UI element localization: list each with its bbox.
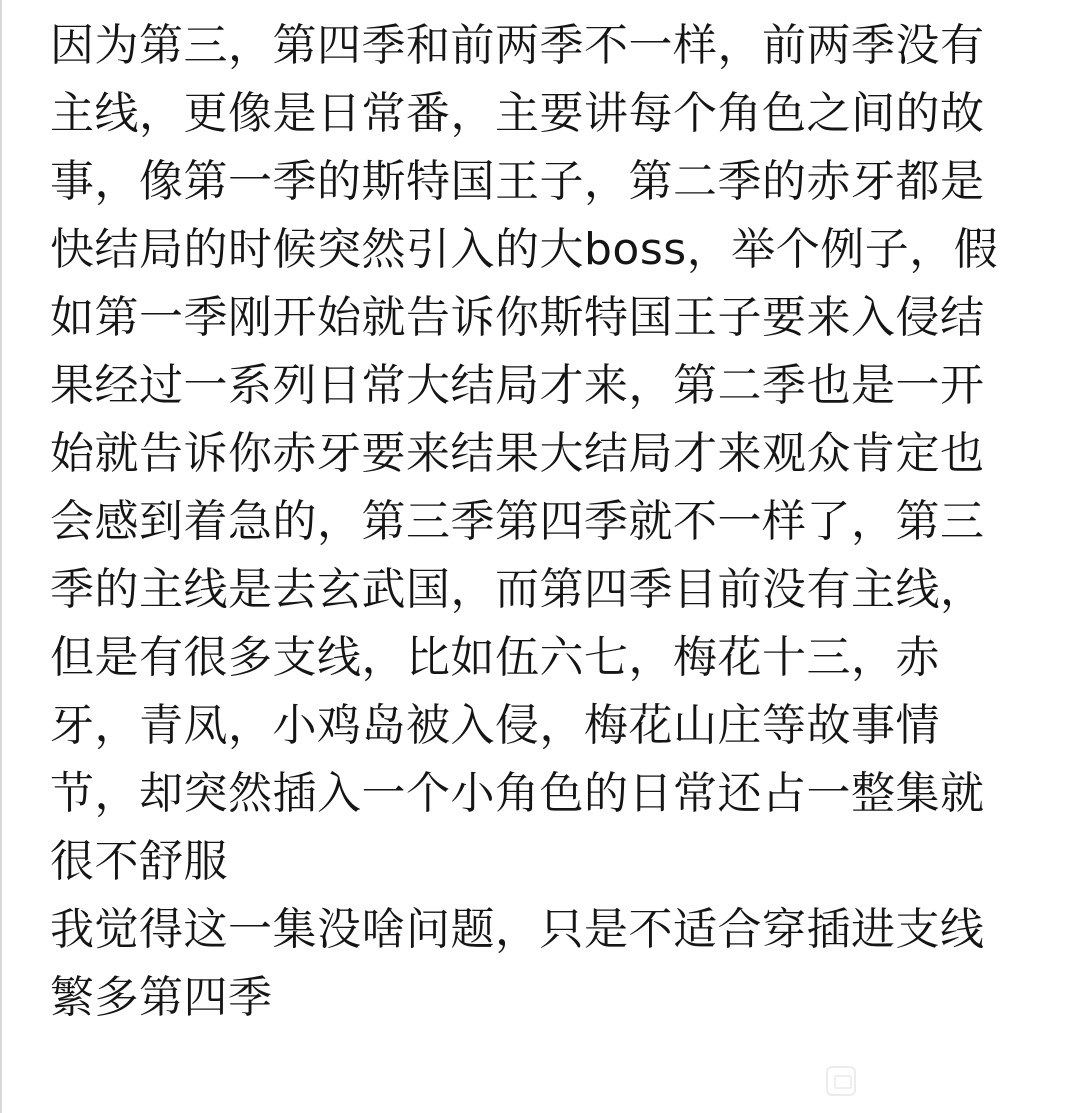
text-line: 但是有很多支线，比如伍六七，梅花十三，赤 (50, 632, 940, 683)
text-line: 如第一季刚开始就告诉你斯特国王子要来入侵结 (50, 292, 985, 343)
text-line: 因为第三，第四季和前两季不一样，前两季没有 (50, 20, 985, 71)
text-line: 会感到着急的，第三季第四季就不一样了，第三 (50, 496, 985, 547)
text-line: 季的主线是去玄武国，而第四季目前没有主线， (50, 564, 985, 615)
text-line: 主线，更像是日常番，主要讲每个角色之间的故 (50, 88, 985, 139)
comment-text (50, 12, 1010, 1032)
left-border (0, 0, 2, 1113)
text-line: 快结局的时候突然引入的大boss，举个例子，假 (50, 224, 999, 275)
text-line: 节，却突然插入一个小角色的日常还占一整集就 (50, 768, 985, 819)
text-line: 我觉得这一集没啥问题，只是不适合穿插进支线 (50, 904, 985, 955)
text-line: 繁多第四季 (50, 972, 273, 1023)
text-line: 果经过一系列日常大结局才来，第二季也是一开 (50, 360, 985, 411)
text-line: 牙，青凤，小鸡岛被入侵，梅花山庄等故事情 (50, 700, 940, 751)
text-line: 事，像第一季的斯特国王子，第二季的赤牙都是 (50, 156, 985, 207)
image-watermark-icon (826, 1066, 856, 1096)
text-line: 很不舒服 (50, 836, 228, 887)
text-line: 始就告诉你赤牙要来结果大结局才来观众肯定也 (50, 428, 985, 479)
